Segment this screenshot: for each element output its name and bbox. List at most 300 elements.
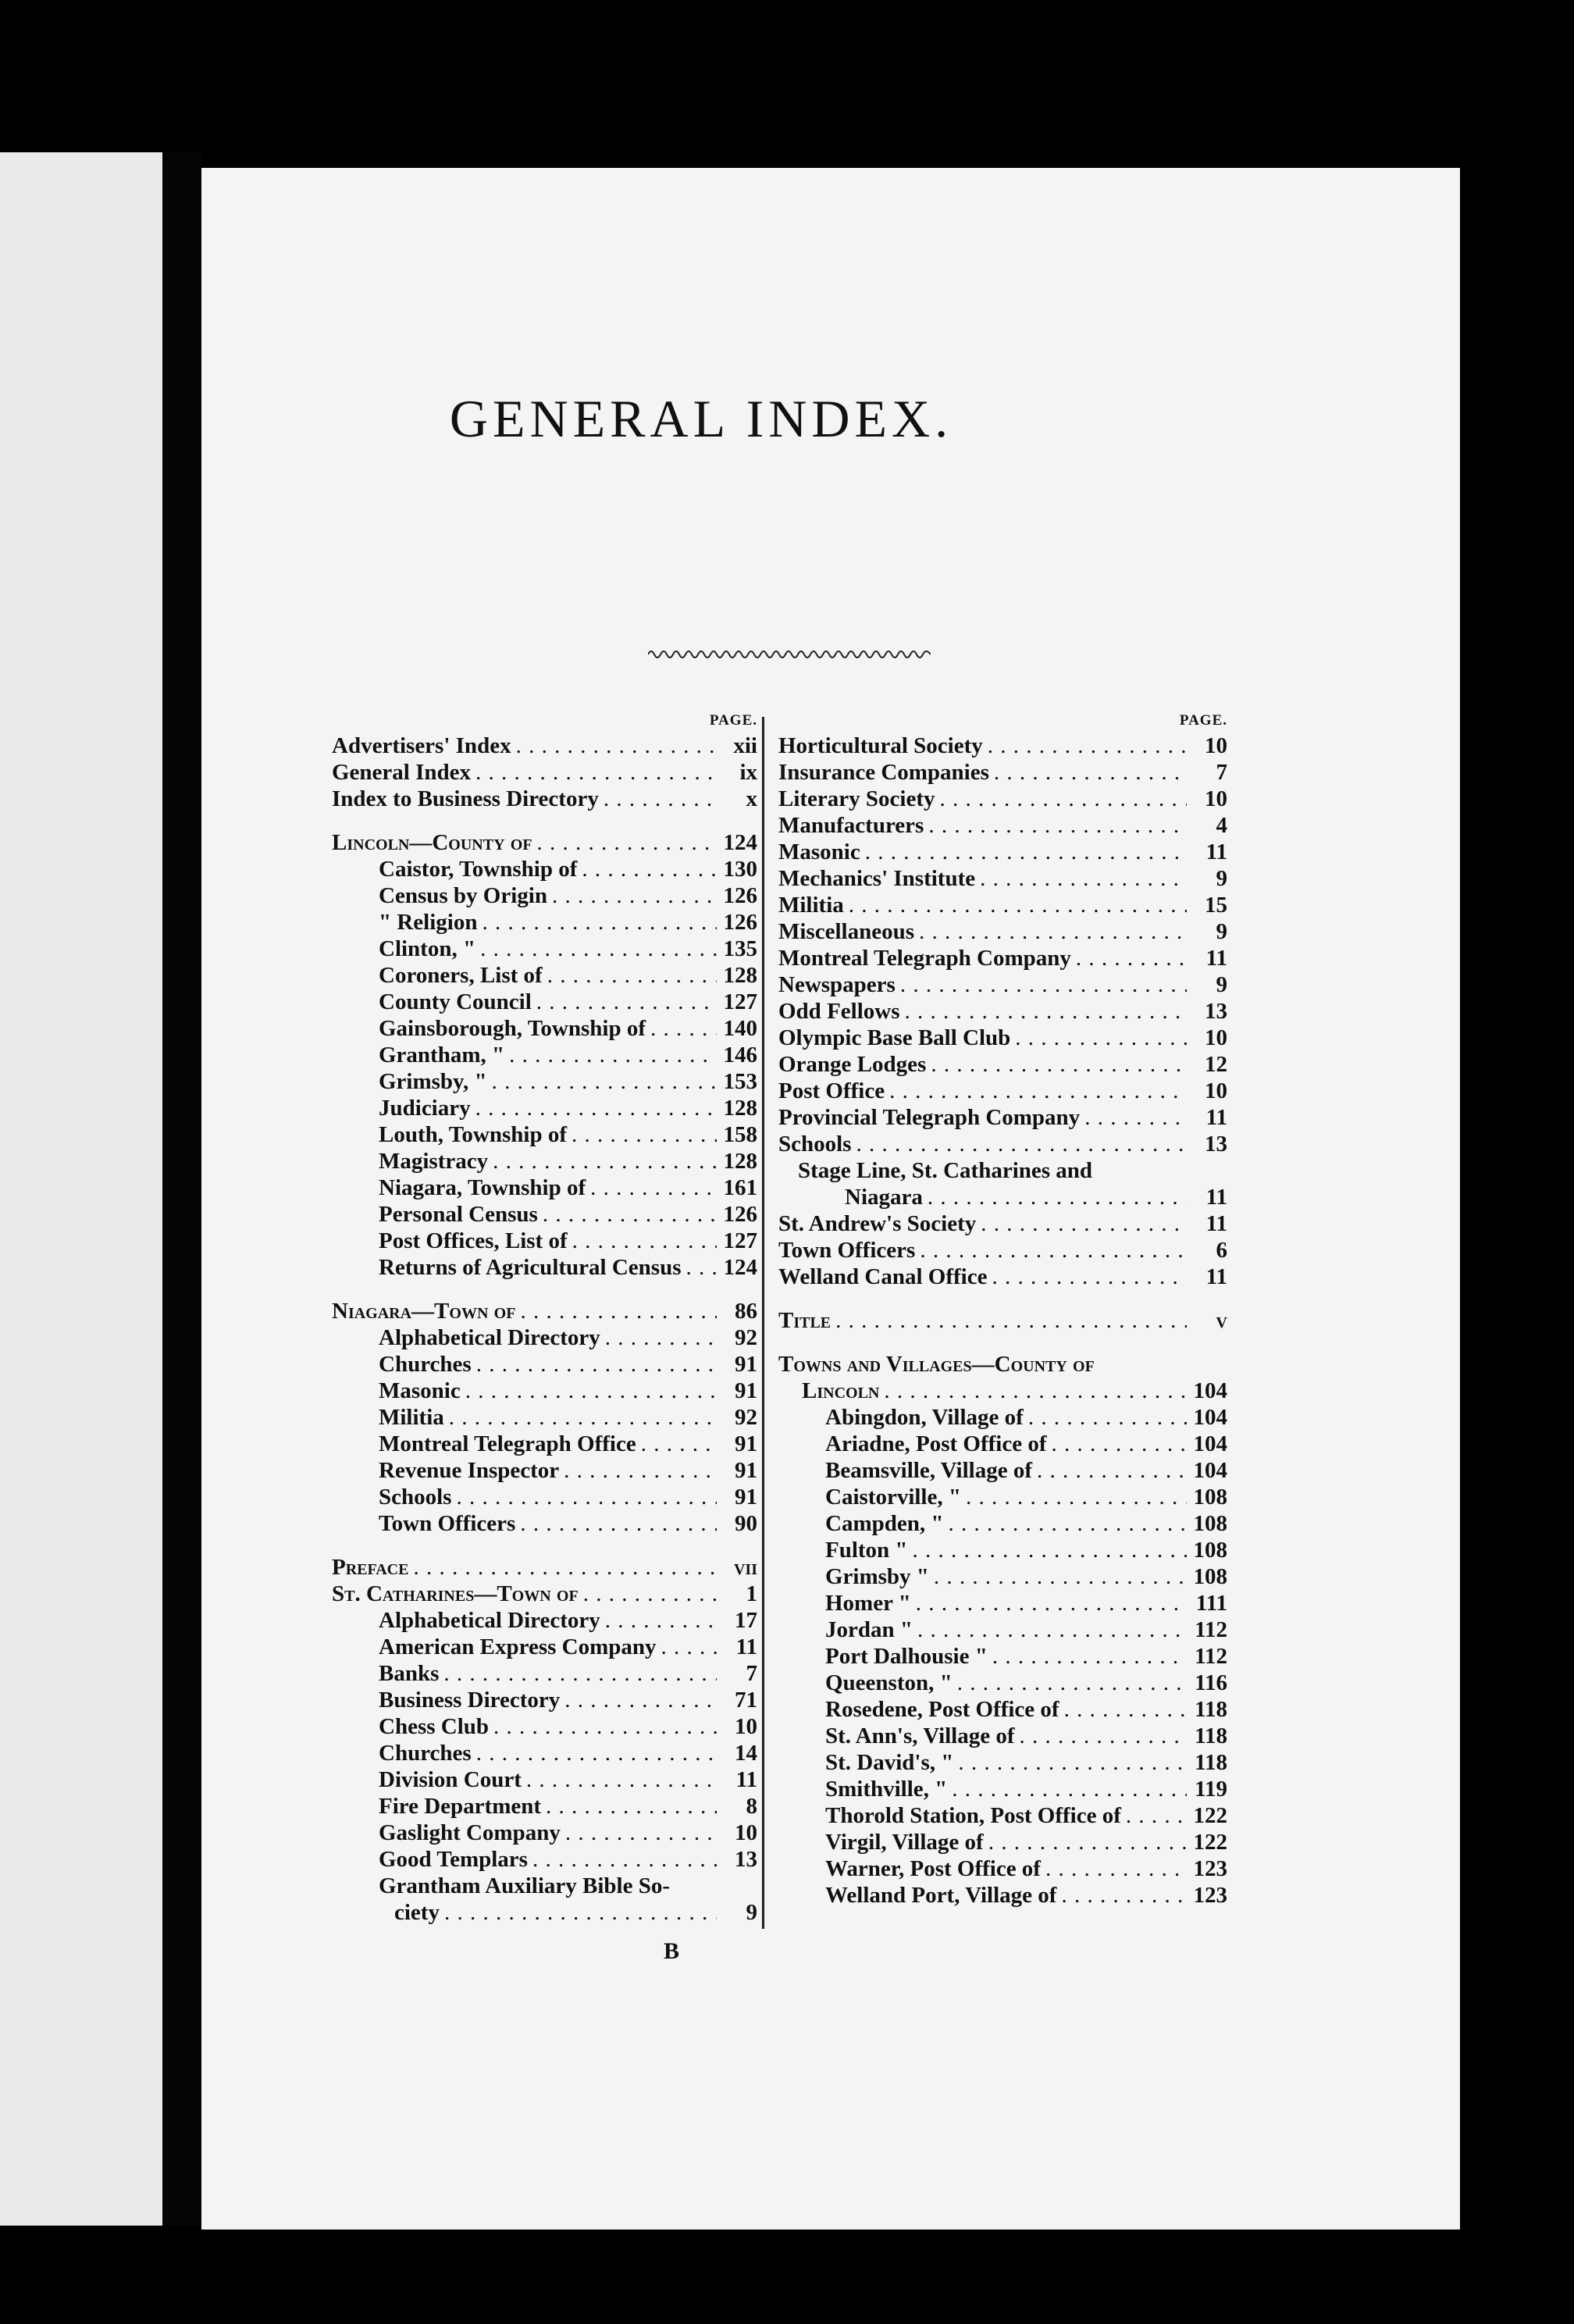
entry-page-number: 128 [723, 963, 757, 988]
entry-label: Militia [778, 893, 844, 918]
index-entry [332, 909, 757, 936]
entry-page-number: 12 [1205, 1052, 1227, 1077]
entry-label: Business Directory [379, 1688, 561, 1713]
entry-label: St. David's, " [825, 1750, 954, 1775]
leader-dots [917, 1616, 1187, 1643]
leader-dots [449, 1404, 717, 1431]
entry-page-number: 108 [1193, 1511, 1227, 1536]
index-entry [332, 1820, 757, 1846]
entry-page-number: 91 [735, 1352, 757, 1377]
entry-label: Fire Department [379, 1794, 542, 1819]
entry-label: Alphabetical Directory [379, 1608, 600, 1633]
book-spine [162, 152, 201, 2226]
entry-label: " Religion [379, 910, 478, 935]
index-entry [778, 1563, 1227, 1590]
entry-page-number: 4 [1216, 813, 1227, 838]
leader-dots [582, 856, 717, 882]
index-column-right [778, 709, 1227, 1909]
leader-dots [1076, 945, 1187, 971]
entry-page-number: xii [733, 733, 757, 758]
index-entry [332, 936, 757, 962]
leader-dots [605, 1607, 717, 1634]
leader-dots [920, 1237, 1187, 1264]
leader-dots [476, 1351, 717, 1378]
entry-page-number: 10 [735, 1714, 757, 1739]
index-entry [332, 732, 757, 759]
entry-page-number: 10 [1205, 733, 1227, 758]
leader-dots [547, 962, 717, 989]
leader-dots [475, 1095, 717, 1121]
entry-page-number: 130 [723, 857, 757, 882]
entry-label: Mechanics' Institute [778, 866, 976, 891]
entry-page-number: 127 [723, 1228, 757, 1253]
entry-page-number: 13 [735, 1847, 757, 1872]
entry-label: Good Templars [379, 1847, 528, 1872]
entry-page-number: 122 [1193, 1830, 1227, 1855]
leader-dots [650, 1015, 717, 1042]
index-entry [778, 1802, 1227, 1829]
entry-page-number: 122 [1193, 1803, 1227, 1828]
index-entry [778, 1131, 1227, 1157]
entry-page-number: x [746, 786, 757, 811]
entry-page-number: 6 [1216, 1238, 1227, 1263]
page-heading: PAGE. [709, 712, 757, 729]
section-heading-lincoln: Lincoln—County of . . . 124 [332, 829, 757, 856]
entry-page-number: 161 [723, 1175, 757, 1200]
index-entry [778, 865, 1227, 892]
entry-page-number: 126 [723, 1202, 757, 1227]
entry-page-number: 135 [723, 936, 757, 961]
entry-page-number: 7 [746, 1661, 757, 1686]
entry-label: Churches [379, 1741, 472, 1766]
entry-page-number: 128 [723, 1149, 757, 1174]
index-entry [778, 918, 1227, 945]
entry-page-number: 91 [735, 1458, 757, 1483]
index-entry [778, 892, 1227, 918]
entry-page-number: ix [739, 760, 757, 785]
entry-label: Niagara, Township of [379, 1175, 586, 1200]
leader-dots [934, 1563, 1187, 1590]
entry-label: Miscellaneous [778, 919, 914, 944]
index-entry [778, 1670, 1227, 1696]
leader-dots [492, 1068, 717, 1095]
entry-page-number: 104 [1193, 1431, 1227, 1456]
leader-dots [520, 1510, 717, 1537]
leader-dots [919, 918, 1187, 945]
entry-page-number: 11 [735, 1634, 757, 1659]
index-entry [332, 1660, 757, 1687]
entry-page-number: 116 [1195, 1670, 1227, 1695]
entry-page-number: 91 [735, 1378, 757, 1403]
index-entry [332, 882, 757, 909]
index-entry [778, 786, 1227, 812]
entry-page-number: 91 [735, 1431, 757, 1456]
entry-label: Gainsborough, Township of [379, 1016, 646, 1041]
ornamental-rule [648, 645, 931, 664]
entry-page-number: 13 [1205, 1132, 1227, 1157]
entry-page-number: 112 [1195, 1644, 1227, 1669]
entry-label: Town Officers [778, 1238, 916, 1263]
entry-label: Churches [379, 1352, 472, 1377]
leader-dots [992, 1264, 1187, 1290]
entry-page-number: 90 [735, 1511, 757, 1536]
entry-label: Abingdon, Village of [825, 1405, 1024, 1430]
index-column-left [332, 709, 757, 1926]
leader-dots [1037, 1457, 1187, 1484]
entry-page-number: 11 [1205, 839, 1227, 864]
leader-dots [928, 812, 1187, 839]
section-heading-niagara: Niagara—Town of . . . 86 [332, 1298, 757, 1324]
leader-dots [526, 1766, 717, 1793]
index-entry [778, 839, 1227, 865]
entry-label: Montreal Telegraph Office [379, 1431, 636, 1456]
leader-dots [981, 1210, 1187, 1237]
entry-label: Coroners, List of [379, 963, 543, 988]
entry-label: Post Office [778, 1078, 885, 1103]
index-entry [332, 1324, 757, 1351]
leader-dots [465, 1378, 717, 1404]
index-entry [778, 1078, 1227, 1104]
index-entry-continued: Stage Line, St. Catharines and [798, 1158, 1093, 1183]
entry-label: Chess Club [379, 1714, 490, 1739]
entry-label: Schools [778, 1132, 852, 1157]
entry-page-number: 17 [735, 1608, 757, 1633]
entry-page-number: 9 [1216, 972, 1227, 997]
entry-page-number: 146 [723, 1043, 757, 1068]
leader-dots [952, 1776, 1187, 1802]
entry-label: St. Ann's, Village of [825, 1723, 1015, 1748]
entry-label: Jordan " [825, 1617, 913, 1642]
index-entry [778, 1537, 1227, 1563]
index-entry [332, 856, 757, 882]
leader-dots [849, 892, 1187, 918]
entry-label: Banks [379, 1661, 440, 1686]
leader-dots [966, 1484, 1187, 1510]
entry-label: Rosedene, Post Office of [825, 1697, 1059, 1722]
page-heading: PAGE. [1179, 712, 1227, 729]
index-entry [778, 1210, 1227, 1237]
index-entry [332, 1174, 757, 1201]
leader-dots [1084, 1104, 1187, 1131]
entry-label: Port Dalhousie " [825, 1644, 988, 1669]
leader-dots [865, 839, 1187, 865]
entry-label: Homer " [825, 1591, 911, 1616]
index-entry [778, 945, 1227, 971]
entry-label: Grantham, " [379, 1043, 505, 1068]
entry-label: Personal Census [379, 1202, 538, 1227]
index-entry [778, 812, 1227, 839]
leader-dots [1028, 1404, 1187, 1431]
entry-label: Orange Lodges [778, 1052, 927, 1077]
entry-page-number: 118 [1195, 1697, 1227, 1722]
leader-dots [475, 759, 717, 786]
leader-dots [856, 1131, 1187, 1157]
leader-dots [572, 1121, 717, 1148]
entry-label: Welland Canal Office [778, 1264, 988, 1289]
leader-dots [1064, 1696, 1187, 1723]
index-entry [332, 1740, 757, 1766]
index-entry [778, 732, 1227, 759]
entry-label: Smithville, " [825, 1777, 948, 1802]
entry-label: Militia [379, 1405, 444, 1430]
entry-label: Schools [379, 1485, 452, 1510]
leader-dots [476, 1740, 717, 1766]
index-entry [332, 1510, 757, 1537]
leader-dots [590, 1174, 717, 1201]
entry-page-number: 11 [1205, 1264, 1227, 1289]
entry-label: American Express Company [379, 1634, 657, 1659]
index-entry [332, 989, 757, 1015]
entry-page-number: 124 [723, 1255, 757, 1280]
entry-page-number: 71 [735, 1688, 757, 1713]
index-entry [332, 1431, 757, 1457]
entry-page-number: 10 [1205, 786, 1227, 811]
leader-dots [988, 732, 1187, 759]
entry-page-number: 11 [1205, 1105, 1227, 1130]
index-entry [778, 759, 1227, 786]
index-entry [778, 1051, 1227, 1078]
leader-dots [1015, 1025, 1187, 1051]
leader-dots [913, 1537, 1187, 1563]
leader-dots [605, 1324, 717, 1351]
entry-page-number: 127 [723, 989, 757, 1014]
index-entry [332, 786, 757, 812]
index-entry: ciety . . . 9 [332, 1899, 757, 1926]
index-entry [332, 1378, 757, 1404]
leader-dots [1045, 1855, 1187, 1882]
entry-page-number: 92 [735, 1325, 757, 1350]
entry-page-number: 13 [1205, 999, 1227, 1024]
index-entry-continued: Grantham Auxiliary Bible So- [379, 1873, 671, 1898]
leader-dots [604, 786, 717, 812]
entry-label: Odd Fellows [778, 999, 900, 1024]
entry-label: Provincial Telegraph Company [778, 1105, 1081, 1130]
leader-dots [958, 1749, 1187, 1776]
entry-label: Insurance Companies [778, 760, 989, 785]
entry-label: Magistracy [379, 1149, 489, 1174]
entry-page-number: 11 [735, 1767, 757, 1792]
entry-label: Advertisers' Index [332, 733, 511, 758]
index-entry [778, 1264, 1227, 1290]
entry-page-number: 10 [1205, 1078, 1227, 1103]
entry-label: Campden, " [825, 1511, 944, 1536]
entry-page-number: 118 [1195, 1750, 1227, 1775]
entry-page-number: 128 [723, 1096, 757, 1121]
leader-dots [661, 1634, 717, 1660]
index-entry [332, 1687, 757, 1713]
entry-page-number: 158 [723, 1122, 757, 1147]
index-entry [332, 1228, 757, 1254]
entry-label: General Index [332, 760, 472, 785]
index-entry [332, 1095, 757, 1121]
index-entry [778, 1237, 1227, 1264]
index-entry [778, 1855, 1227, 1882]
leader-dots [543, 1201, 717, 1228]
facing-page [0, 152, 162, 2226]
index-entry [778, 1457, 1227, 1484]
leader-dots [1052, 1431, 1188, 1457]
leader-dots [572, 1228, 717, 1254]
entry-page-number: 108 [1193, 1485, 1227, 1510]
entry-label: Masonic [379, 1378, 461, 1403]
index-entry [778, 1484, 1227, 1510]
entry-label: Olympic Base Ball Club [778, 1025, 1011, 1050]
index-entry [778, 1104, 1227, 1131]
entry-label: County Council [379, 989, 532, 1014]
entry-page-number: 108 [1193, 1564, 1227, 1589]
entry-page-number: 119 [1195, 1777, 1227, 1802]
entry-page-number: 9 [1216, 919, 1227, 944]
entry-label: Division Court [379, 1767, 522, 1792]
index-entry [778, 1776, 1227, 1802]
leader-dots [443, 1660, 717, 1687]
leader-dots [480, 936, 717, 962]
index-entry [332, 1404, 757, 1431]
index-entry [332, 759, 757, 786]
entry-label: Gaslight Company [379, 1820, 561, 1845]
leader-dots [516, 732, 717, 759]
index-entry [778, 1510, 1227, 1537]
entry-page-number: 10 [1205, 1025, 1227, 1050]
index-entry [332, 1121, 757, 1148]
index-entry [332, 1254, 757, 1281]
leader-dots [552, 882, 717, 909]
index-entry [332, 1148, 757, 1174]
entry-page-number: 14 [735, 1741, 757, 1766]
entry-label: Horticultural Society [778, 733, 983, 758]
entry-page-number: 11 [1205, 946, 1227, 971]
signature-mark: B [664, 1938, 680, 1964]
leader-dots [565, 1820, 717, 1846]
entry-page-number: 11 [1205, 1211, 1227, 1236]
page-title: GENERAL INDEX. [449, 389, 953, 448]
index-entry [778, 998, 1227, 1025]
entry-label: Clinton, " [379, 936, 476, 961]
entry-page-number: 123 [1193, 1856, 1227, 1881]
entry-page-number: 8 [746, 1794, 757, 1819]
entry-label: Newspapers [778, 972, 896, 997]
entry-page-number: 92 [735, 1405, 757, 1430]
entry-label: Masonic [778, 839, 860, 864]
entry-page-number: 140 [723, 1016, 757, 1041]
index-entry [332, 1457, 757, 1484]
entry-label: Louth, Township of [379, 1122, 567, 1147]
index-entry [332, 1201, 757, 1228]
entry-page-number: 104 [1193, 1458, 1227, 1483]
column-divider [762, 717, 764, 1929]
entry-page-number: 112 [1195, 1617, 1227, 1642]
entry-label: Town Officers [379, 1511, 516, 1536]
leader-dots [509, 1042, 717, 1068]
leader-dots [546, 1793, 717, 1820]
index-entry [778, 1829, 1227, 1855]
entry-page-number: 111 [1195, 1591, 1227, 1616]
leader-dots [889, 1078, 1187, 1104]
index-entry [778, 1590, 1227, 1616]
index-entry [778, 1643, 1227, 1670]
leader-dots [957, 1670, 1187, 1696]
entry-label: Grimsby " [825, 1564, 929, 1589]
entry-label: Thorold Station, Post Office of [825, 1803, 1121, 1828]
entry-page-number: 9 [1216, 866, 1227, 891]
index-entry [332, 1713, 757, 1740]
index-entry [778, 1749, 1227, 1776]
index-entry [332, 1607, 757, 1634]
index-entry [332, 1068, 757, 1095]
index-entry [332, 1766, 757, 1793]
entry-page-number: 10 [735, 1820, 757, 1845]
leader-dots [948, 1510, 1187, 1537]
index-entry: Niagara . . . 11 [778, 1184, 1227, 1210]
index-entry [332, 1846, 757, 1873]
index-entry [332, 1793, 757, 1820]
section-heading-towns: Towns and Villages—County of [778, 1352, 1095, 1377]
entry-label: Grimsby, " [379, 1069, 487, 1094]
section-subheading-lincoln: Lincoln . . . 104 [778, 1378, 1227, 1404]
entry-label: Warner, Post Office of [825, 1856, 1041, 1881]
entry-page-number: 153 [723, 1069, 757, 1094]
leader-dots [482, 909, 717, 936]
leader-dots [493, 1713, 717, 1740]
leader-dots [988, 1829, 1187, 1855]
index-entry [778, 1882, 1227, 1909]
index-entry [332, 1015, 757, 1042]
leader-dots [564, 1687, 717, 1713]
entry-label: Ariadne, Post Office of [825, 1431, 1047, 1456]
entry-page-number: 7 [1216, 760, 1227, 785]
leader-dots [980, 865, 1187, 892]
entry-label: St. Andrew's Society [778, 1211, 977, 1236]
entry-page-number: 118 [1195, 1723, 1227, 1748]
entry-label: Montreal Telegraph Company [778, 946, 1071, 971]
entry-label: Index to Business Directory [332, 786, 599, 811]
index-entry [332, 1484, 757, 1510]
entry-label: Revenue Inspector [379, 1458, 560, 1483]
entry-label: Literary Society [778, 786, 935, 811]
entry-page-number: 91 [735, 1485, 757, 1510]
entry-page-number: 126 [723, 883, 757, 908]
entry-label: Caistor, Township of [379, 857, 578, 882]
leader-dots [564, 1457, 717, 1484]
index-entry [778, 1616, 1227, 1643]
leader-dots [1061, 1882, 1187, 1909]
entry-label: Welland Port, Village of [825, 1883, 1057, 1908]
entry-label: Returns of Agricultural Census [379, 1255, 682, 1280]
leader-dots [940, 786, 1187, 812]
index-entry [778, 1723, 1227, 1749]
leader-dots [493, 1148, 717, 1174]
leader-dots [905, 998, 1188, 1025]
leader-dots [686, 1254, 717, 1281]
leader-dots [641, 1431, 717, 1457]
entry-label: Census by Origin [379, 883, 547, 908]
entry-label: Virgil, Village of [825, 1830, 984, 1855]
entry-page-number: 123 [1193, 1883, 1227, 1908]
index-entry [332, 962, 757, 989]
entry-label: Caistorville, " [825, 1485, 961, 1510]
leader-dots [536, 989, 717, 1015]
leader-dots [916, 1590, 1187, 1616]
entry-label: Post Offices, List of [379, 1228, 568, 1253]
index-entry [332, 1042, 757, 1068]
entry-page-number: 126 [723, 910, 757, 935]
entry-page-number: 108 [1193, 1538, 1227, 1563]
index-entry [332, 1351, 757, 1378]
entry-label: Alphabetical Directory [379, 1325, 600, 1350]
index-entry [778, 1404, 1227, 1431]
index-entry [778, 1431, 1227, 1457]
leader-dots [994, 759, 1187, 786]
